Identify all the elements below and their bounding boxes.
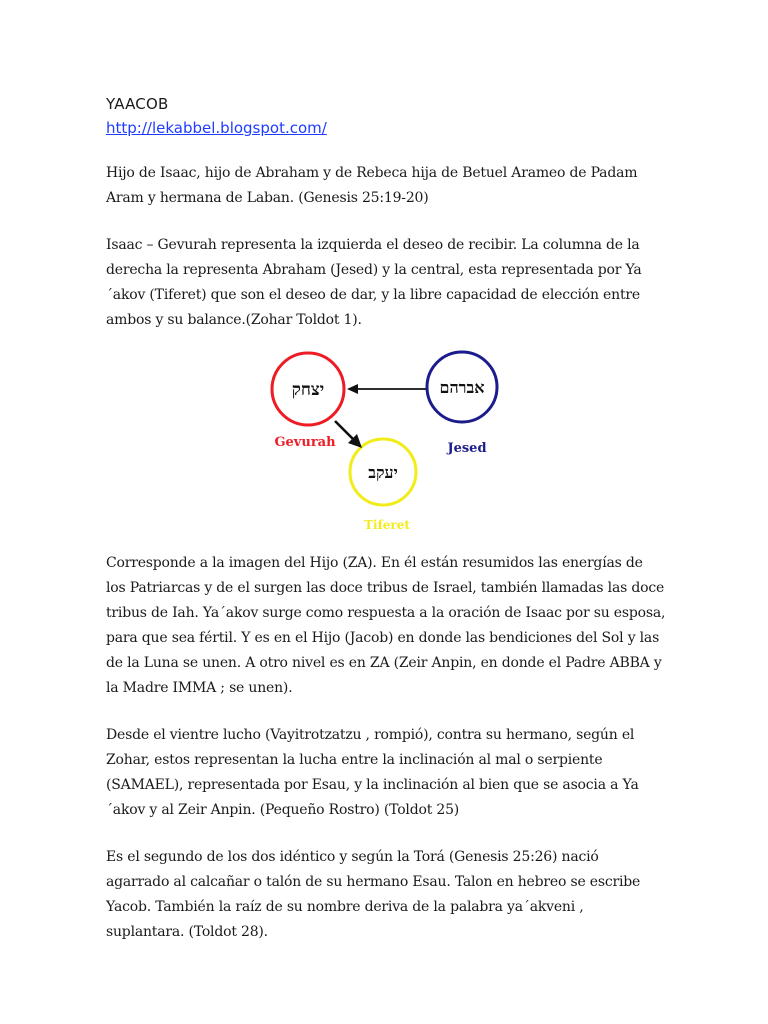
jesed-label: Jesed (447, 441, 487, 456)
isaac-hebrew: יצחק (291, 380, 325, 400)
abraham-hebrew: אברהם (439, 378, 485, 397)
sefirot-diagram (106, 350, 666, 540)
paragraph-columns: Isaac – Gevurah representa la izquierda el deseo de recibir. La columna de la derecha la representa Abraham (Jesed) y la central, esta representada por Ya´akov (Tiferet) que son el deseo de dar, y la libre capacidad de elección entre ambos y su balance.(Zohar Toldot 1). (106, 237, 642, 328)
paragraph-son: Corresponde a la imagen del Hijo (ZA). En él están resumidos las energías de los Patriarcas y de el surgen las doce tribus de Israel, también llamadas las doce tribus de Iah. Ya´akov surge como respuesta a la oración de Isaac por su esposa, para que sea fértil. Y es en el Hijo (Jacob) en donde las bendiciones del Sol y las de la Luna se unen. A otro nivel es en ZA (Zeir Anpin, en donde el Padre ABBA y la Madre IMMA ; se unen). (106, 555, 666, 696)
paragraph-struggle: Desde el vientre lucho (Vayitrotzatzu , rompió), contra su hermano, según el Zohar, estos representan la lucha entre la inclinación al mal o serpiente (SAMAEL), representada por Esau, y la inclinación al bien que se asocia a Ya´akov y al Zeir Anpin. (Pequeño Rostro) (Toldot 25) (106, 727, 639, 818)
document-page (106, 92, 666, 967)
page-title: YAACOB (106, 95, 169, 113)
paragraph-heel: Es el segundo de los dos idéntico y según la Torá (Genesis 25:26) nació agarrado al calcañar o talón de su hermano Esau. Talon en hebreo se escribe Yacob. También la raíz de su nombre deriva de la palabra ya´akveni , suplantara. (Toldot 28). (106, 849, 641, 940)
gevurah-label: Gevurah (274, 435, 336, 450)
arrow-isaac-to-yaakov (335, 421, 354, 440)
arrowhead-left-icon (347, 384, 358, 394)
paragraph-lineage: Hijo de Isaac, hijo de Abraham y de Rebeca hija de Betuel Arameo de Padam Aram y hermana de Laban. (Genesis 25:19-20) (106, 165, 638, 206)
blog-link[interactable]: http://lekabbel.blogspot.com/ (106, 119, 327, 137)
diagram-svg (106, 350, 666, 540)
tiferet-label: Tiferet (364, 518, 410, 532)
yaakov-hebrew: יעקב (368, 463, 398, 482)
